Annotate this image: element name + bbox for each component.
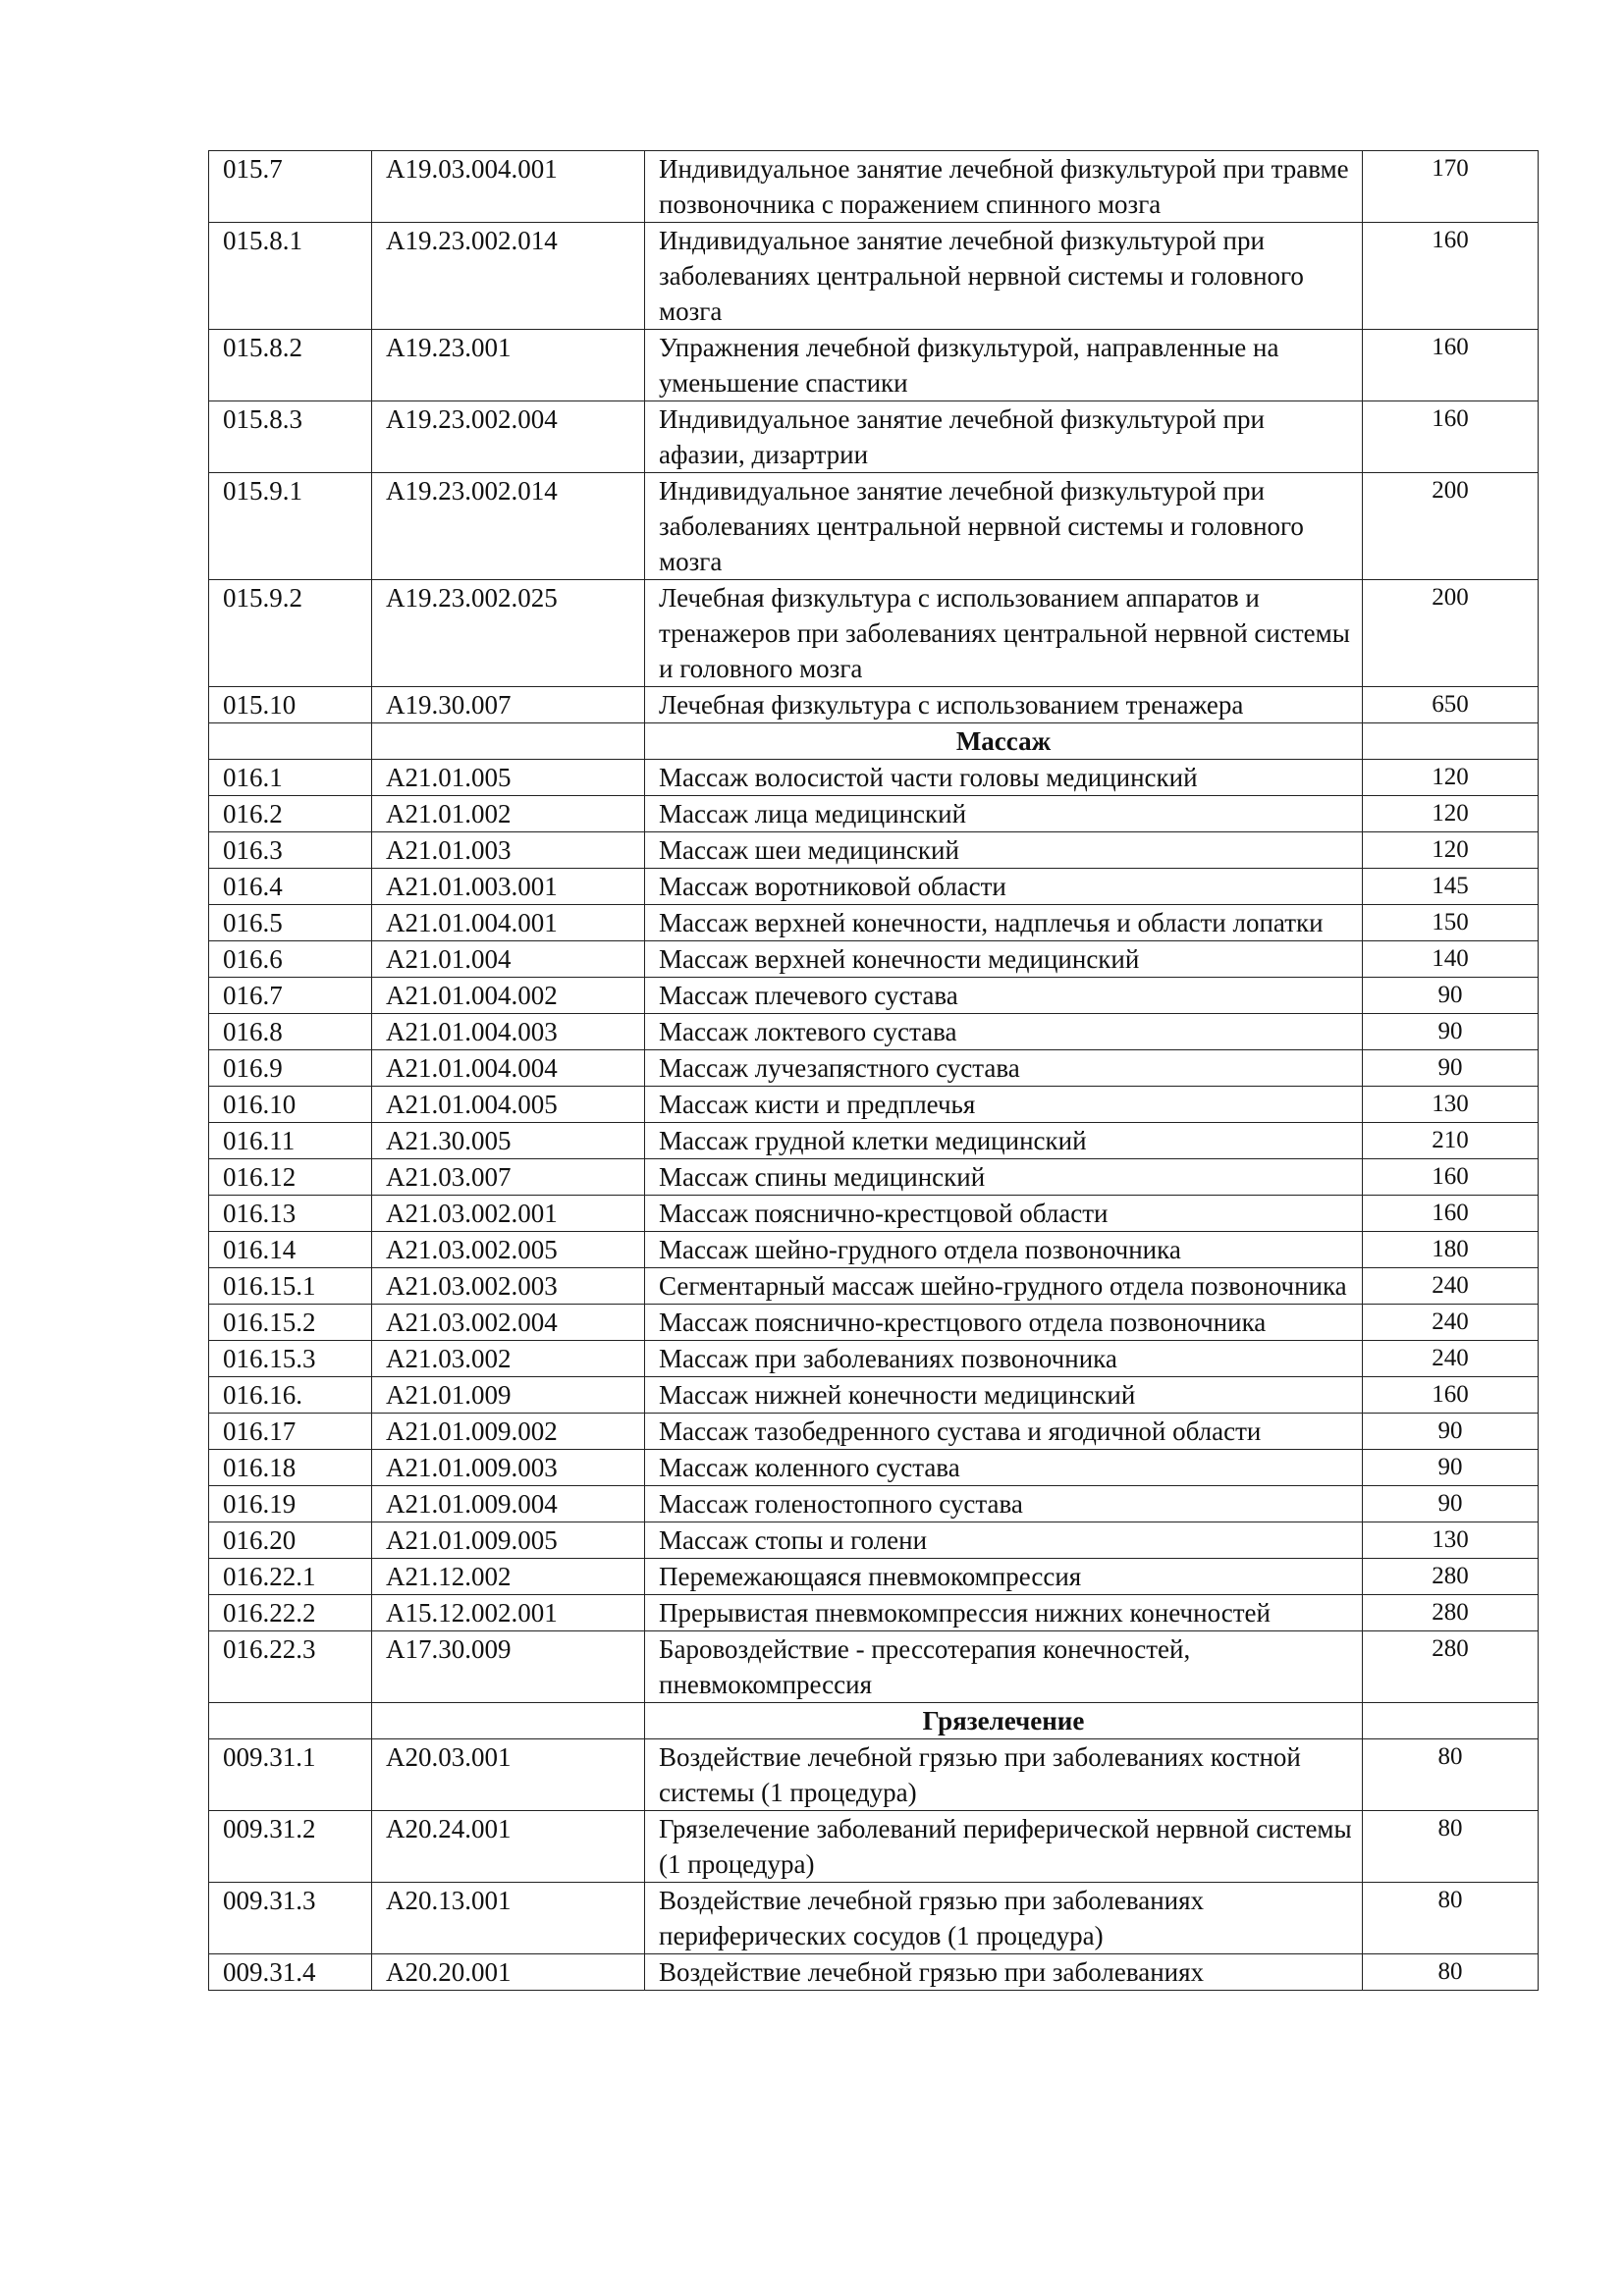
- price-cell: 130: [1363, 1087, 1539, 1123]
- service-code-cell: А21.03.002.001: [372, 1196, 645, 1232]
- section-row: [209, 723, 1539, 760]
- table-body: [209, 151, 1539, 1991]
- price-cell: 120: [1363, 796, 1539, 832]
- row-code-cell: 016.8: [209, 1014, 372, 1050]
- service-name-cell: Массаж верхней конечности, надплечья и области лопатки: [645, 905, 1363, 941]
- service-code-cell: А21.01.003: [372, 832, 645, 869]
- row-code-cell: 016.1: [209, 760, 372, 796]
- table-row: [209, 1883, 1539, 1954]
- service-name-cell: Массаж коленного сустава: [645, 1450, 1363, 1486]
- price-cell: 120: [1363, 832, 1539, 869]
- section-title: Массаж: [645, 723, 1363, 760]
- service-name-cell: Прерывистая пневмокомпрессия нижних конечностей: [645, 1595, 1363, 1631]
- row-code-cell: 016.14: [209, 1232, 372, 1268]
- section-empty-cell: [1363, 723, 1539, 760]
- row-code-cell: 009.31.4: [209, 1954, 372, 1991]
- section-empty-cell: [372, 723, 645, 760]
- service-name-cell: Массаж при заболеваниях позвоночника: [645, 1341, 1363, 1377]
- row-code-cell: 016.17: [209, 1414, 372, 1450]
- table-row: [209, 473, 1539, 580]
- price-cell: 650: [1363, 687, 1539, 723]
- service-name-cell: Массаж локтевого сустава: [645, 1014, 1363, 1050]
- row-code-cell: 016.20: [209, 1522, 372, 1559]
- service-name-cell: Массаж тазобедренного сустава и ягодичной области: [645, 1414, 1363, 1450]
- service-code-cell: А21.01.004.001: [372, 905, 645, 941]
- service-name-cell: Массаж спины медицинский: [645, 1159, 1363, 1196]
- price-cell: 200: [1363, 580, 1539, 687]
- service-code-cell: А21.01.004.002: [372, 978, 645, 1014]
- table-row: [209, 978, 1539, 1014]
- row-code-cell: 016.22.3: [209, 1631, 372, 1703]
- row-code-cell: 016.4: [209, 869, 372, 905]
- table-row: [209, 1232, 1539, 1268]
- price-cell: 145: [1363, 869, 1539, 905]
- service-name-cell: Индивидуальное занятие лечебной физкультурой при афазии, дизартрии: [645, 401, 1363, 473]
- row-code-cell: 015.7: [209, 151, 372, 223]
- price-cell: 90: [1363, 1050, 1539, 1087]
- price-cell: 200: [1363, 473, 1539, 580]
- price-cell: 80: [1363, 1811, 1539, 1883]
- section-empty-cell: [209, 723, 372, 760]
- price-cell: 80: [1363, 1883, 1539, 1954]
- service-code-cell: А21.30.005: [372, 1123, 645, 1159]
- service-name-cell: Упражнения лечебной физкультурой, направленные на уменьшение спастики: [645, 330, 1363, 401]
- table-row: [209, 1377, 1539, 1414]
- service-code-cell: А19.23.002.025: [372, 580, 645, 687]
- service-name-cell: Лечебная физкультура с использованием аппаратов и тренажеров при заболеваниях центральной нервной системы и головного мозга: [645, 580, 1363, 687]
- service-name-cell: Воздействие лечебной грязью при заболеваниях периферических сосудов (1 процедура): [645, 1883, 1363, 1954]
- row-code-cell: 016.13: [209, 1196, 372, 1232]
- price-cell: 160: [1363, 1159, 1539, 1196]
- service-name-cell: Массаж нижней конечности медицинский: [645, 1377, 1363, 1414]
- table-row: [209, 832, 1539, 869]
- service-name-cell: Лечебная физкультура с использованием тренажера: [645, 687, 1363, 723]
- service-code-cell: А21.03.002.005: [372, 1232, 645, 1268]
- table-row: [209, 1050, 1539, 1087]
- table-row: [209, 1811, 1539, 1883]
- price-cell: 160: [1363, 1196, 1539, 1232]
- row-code-cell: 016.22.2: [209, 1595, 372, 1631]
- service-name-cell: Грязелечение заболеваний периферической нервной системы (1 процедура): [645, 1811, 1363, 1883]
- price-cell: 90: [1363, 978, 1539, 1014]
- service-name-cell: Воздействие лечебной грязью при заболеваниях: [645, 1954, 1363, 1991]
- row-code-cell: 016.5: [209, 905, 372, 941]
- row-code-cell: 016.15.3: [209, 1341, 372, 1377]
- service-code-cell: А21.01.009.004: [372, 1486, 645, 1522]
- service-code-cell: А19.23.002.014: [372, 223, 645, 330]
- price-cell: 210: [1363, 1123, 1539, 1159]
- service-code-cell: А20.13.001: [372, 1883, 645, 1954]
- table-row: [209, 905, 1539, 941]
- service-name-cell: Баровоздействие - прессотерапия конечностей, пневмокомпрессия: [645, 1631, 1363, 1703]
- row-code-cell: 016.10: [209, 1087, 372, 1123]
- section-empty-cell: [372, 1703, 645, 1739]
- table-row: [209, 1014, 1539, 1050]
- table-row: [209, 151, 1539, 223]
- service-name-cell: Индивидуальное занятие лечебной физкультурой при травме позвоночника с поражением спинного мозга: [645, 151, 1363, 223]
- table-row: [209, 941, 1539, 978]
- service-code-cell: А19.23.001: [372, 330, 645, 401]
- section-empty-cell: [1363, 1703, 1539, 1739]
- table-row: [209, 1159, 1539, 1196]
- table-row: [209, 401, 1539, 473]
- table-row: [209, 1268, 1539, 1305]
- service-name-cell: Массаж лица медицинский: [645, 796, 1363, 832]
- price-cell: 150: [1363, 905, 1539, 941]
- service-code-cell: А15.12.002.001: [372, 1595, 645, 1631]
- table-row: [209, 330, 1539, 401]
- table-row: [209, 1305, 1539, 1341]
- table-row: [209, 1414, 1539, 1450]
- price-cell: 280: [1363, 1631, 1539, 1703]
- service-name-cell: Сегментарный массаж шейно-грудного отдела позвоночника: [645, 1268, 1363, 1305]
- service-code-cell: А21.01.009: [372, 1377, 645, 1414]
- row-code-cell: 015.10: [209, 687, 372, 723]
- section-title: Грязелечение: [645, 1703, 1363, 1739]
- service-code-cell: А21.01.004.003: [372, 1014, 645, 1050]
- service-code-cell: А21.01.004.005: [372, 1087, 645, 1123]
- service-name-cell: Массаж волосистой части головы медицинский: [645, 760, 1363, 796]
- table-row: [209, 1522, 1539, 1559]
- row-code-cell: 009.31.2: [209, 1811, 372, 1883]
- row-code-cell: 016.15.1: [209, 1268, 372, 1305]
- service-code-cell: А21.01.009.005: [372, 1522, 645, 1559]
- service-code-cell: А19.03.004.001: [372, 151, 645, 223]
- price-cell: 90: [1363, 1414, 1539, 1450]
- service-name-cell: Индивидуальное занятие лечебной физкультурой при заболеваниях центральной нервной системы и головного мозга: [645, 223, 1363, 330]
- table-row: [209, 869, 1539, 905]
- price-cell: 180: [1363, 1232, 1539, 1268]
- row-code-cell: 016.19: [209, 1486, 372, 1522]
- price-cell: 160: [1363, 223, 1539, 330]
- row-code-cell: 015.8.2: [209, 330, 372, 401]
- row-code-cell: 009.31.3: [209, 1883, 372, 1954]
- price-cell: 280: [1363, 1559, 1539, 1595]
- service-code-cell: А21.01.002: [372, 796, 645, 832]
- service-name-cell: Массаж шеи медицинский: [645, 832, 1363, 869]
- service-code-cell: А21.01.004: [372, 941, 645, 978]
- price-cell: 130: [1363, 1522, 1539, 1559]
- table-row: [209, 1559, 1539, 1595]
- service-code-cell: А21.01.009.003: [372, 1450, 645, 1486]
- service-code-cell: А21.01.005: [372, 760, 645, 796]
- row-code-cell: 015.9.2: [209, 580, 372, 687]
- service-name-cell: Массаж пояснично-крестцовой области: [645, 1196, 1363, 1232]
- table-row: [209, 1486, 1539, 1522]
- service-name-cell: Индивидуальное занятие лечебной физкультурой при заболеваниях центральной нервной системы и головного мозга: [645, 473, 1363, 580]
- row-code-cell: 015.8.1: [209, 223, 372, 330]
- service-code-cell: А19.23.002.014: [372, 473, 645, 580]
- service-name-cell: Массаж шейно-грудного отдела позвоночника: [645, 1232, 1363, 1268]
- table-row: [209, 1196, 1539, 1232]
- service-name-cell: Массаж голеностопного сустава: [645, 1486, 1363, 1522]
- service-name-cell: Перемежающаяся пневмокомпрессия: [645, 1559, 1363, 1595]
- price-cell: 240: [1363, 1305, 1539, 1341]
- row-code-cell: 015.9.1: [209, 473, 372, 580]
- row-code-cell: 016.9: [209, 1050, 372, 1087]
- price-cell: 170: [1363, 151, 1539, 223]
- price-cell: 160: [1363, 1377, 1539, 1414]
- table-row: [209, 223, 1539, 330]
- row-code-cell: 009.31.1: [209, 1739, 372, 1811]
- service-name-cell: Массаж воротниковой области: [645, 869, 1363, 905]
- service-code-cell: А20.03.001: [372, 1739, 645, 1811]
- service-code-cell: А20.20.001: [372, 1954, 645, 1991]
- table-row: [209, 1341, 1539, 1377]
- service-code-cell: А19.30.007: [372, 687, 645, 723]
- service-code-cell: А21.03.002.003: [372, 1268, 645, 1305]
- service-code-cell: А21.01.003.001: [372, 869, 645, 905]
- row-code-cell: 016.7: [209, 978, 372, 1014]
- service-name-cell: Массаж грудной клетки медицинский: [645, 1123, 1363, 1159]
- price-cell: 140: [1363, 941, 1539, 978]
- row-code-cell: 016.11: [209, 1123, 372, 1159]
- table-row: [209, 1739, 1539, 1811]
- table-row: [209, 1954, 1539, 1991]
- price-cell: 240: [1363, 1268, 1539, 1305]
- service-name-cell: Воздействие лечебной грязью при заболеваниях костной системы (1 процедура): [645, 1739, 1363, 1811]
- row-code-cell: 016.15.2: [209, 1305, 372, 1341]
- table-row: [209, 687, 1539, 723]
- price-cell: 240: [1363, 1341, 1539, 1377]
- service-code-cell: А17.30.009: [372, 1631, 645, 1703]
- service-code-cell: А21.12.002: [372, 1559, 645, 1595]
- price-cell: 120: [1363, 760, 1539, 796]
- row-code-cell: 016.2: [209, 796, 372, 832]
- row-code-cell: 016.22.1: [209, 1559, 372, 1595]
- section-empty-cell: [209, 1703, 372, 1739]
- service-code-cell: А21.03.002: [372, 1341, 645, 1377]
- price-cell: 90: [1363, 1014, 1539, 1050]
- price-cell: 80: [1363, 1739, 1539, 1811]
- section-row: [209, 1703, 1539, 1739]
- service-code-cell: А21.01.004.004: [372, 1050, 645, 1087]
- service-name-cell: Массаж лучезапястного сустава: [645, 1050, 1363, 1087]
- row-code-cell: 015.8.3: [209, 401, 372, 473]
- price-cell: 280: [1363, 1595, 1539, 1631]
- service-code-cell: А21.03.002.004: [372, 1305, 645, 1341]
- table-row: [209, 1631, 1539, 1703]
- table-row: [209, 760, 1539, 796]
- row-code-cell: 016.18: [209, 1450, 372, 1486]
- row-code-cell: 016.16.: [209, 1377, 372, 1414]
- price-table: [208, 150, 1539, 1991]
- price-cell: 160: [1363, 401, 1539, 473]
- row-code-cell: 016.6: [209, 941, 372, 978]
- service-name-cell: Массаж кисти и предплечья: [645, 1087, 1363, 1123]
- table-row: [209, 1595, 1539, 1631]
- service-name-cell: Массаж пояснично-крестцового отдела позвоночника: [645, 1305, 1363, 1341]
- service-name-cell: Массаж плечевого сустава: [645, 978, 1363, 1014]
- price-cell: 80: [1363, 1954, 1539, 1991]
- price-cell: 90: [1363, 1486, 1539, 1522]
- table-row: [209, 1123, 1539, 1159]
- table-row: [209, 796, 1539, 832]
- price-cell: 160: [1363, 330, 1539, 401]
- row-code-cell: 016.3: [209, 832, 372, 869]
- service-code-cell: А20.24.001: [372, 1811, 645, 1883]
- row-code-cell: 016.12: [209, 1159, 372, 1196]
- table-row: [209, 1087, 1539, 1123]
- service-code-cell: А19.23.002.004: [372, 401, 645, 473]
- price-cell: 90: [1363, 1450, 1539, 1486]
- service-name-cell: Массаж верхней конечности медицинский: [645, 941, 1363, 978]
- service-code-cell: А21.03.007: [372, 1159, 645, 1196]
- service-name-cell: Массаж стопы и голени: [645, 1522, 1363, 1559]
- table-row: [209, 580, 1539, 687]
- table-row: [209, 1450, 1539, 1486]
- service-code-cell: А21.01.009.002: [372, 1414, 645, 1450]
